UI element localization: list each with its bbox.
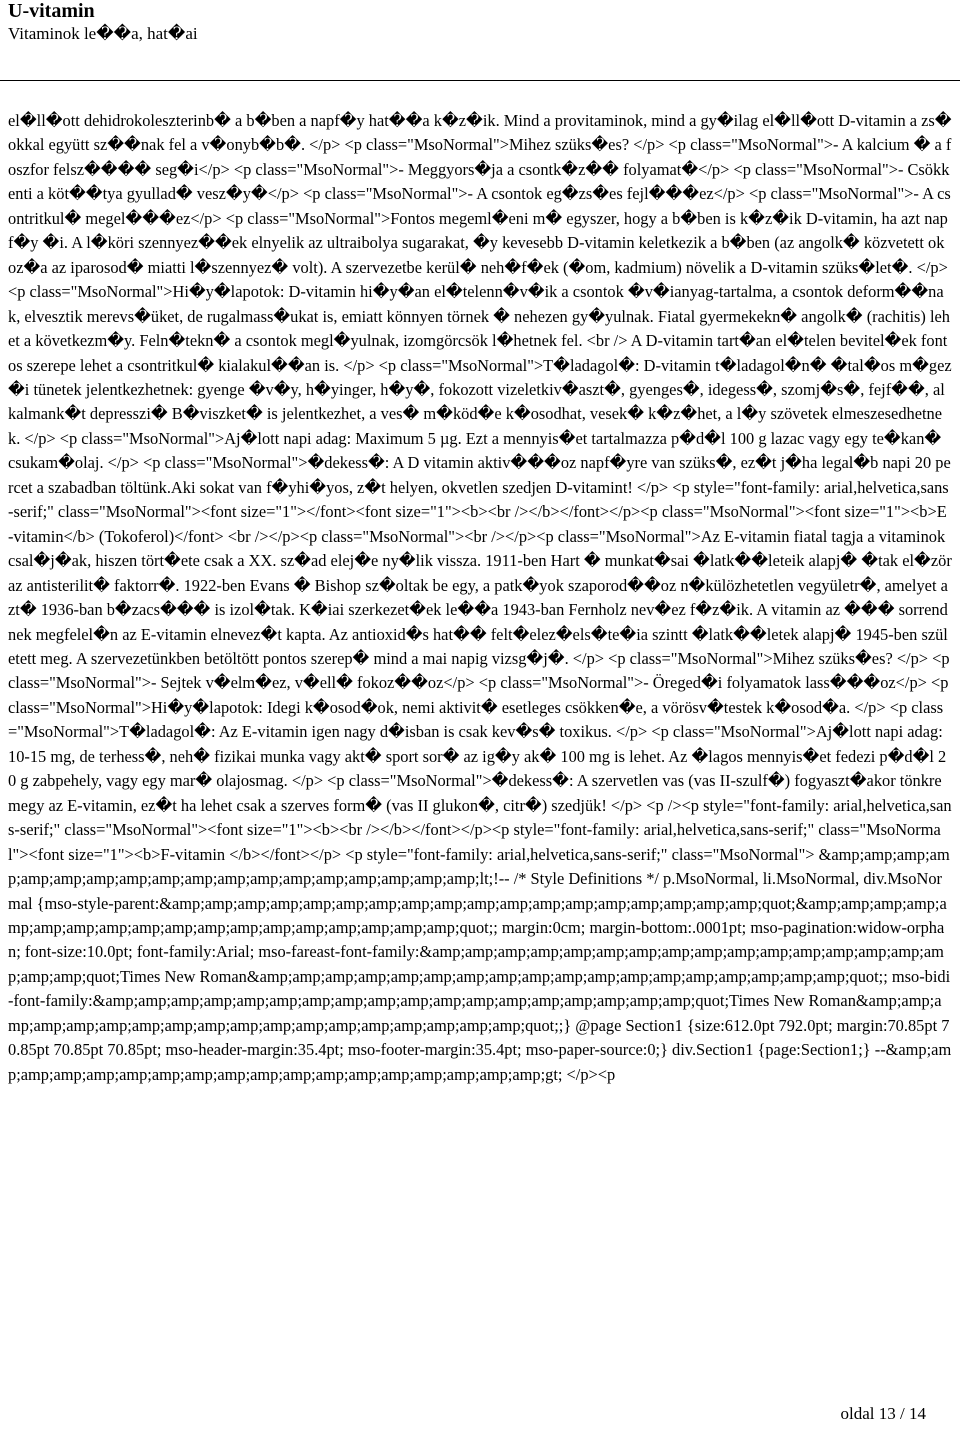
page-number: oldal 13 / 14 <box>840 1404 926 1423</box>
page-title: U-vitamin <box>8 0 95 22</box>
page-subtitle: Vitaminok le��a, hat�ai <box>8 24 198 43</box>
page-header <box>8 0 952 46</box>
body-text: el�ll�ott dehidrokoleszterinb� a b�ben a napf�y hat��a k�z�ik. Mind a provitaminok, mind a gy�ilag el�ll�ott D-vitamin a zs�okkal együtt sz��nak fel a v�onyb�b�. </p> <p class="MsoNormal">Mihez szüks�es? </p> <p class="MsoNormal">- A kalcium � a foszfor felsz���� seg�i</p> <p class="MsoNormal">- Meggyors�ja a csontk�z�� folyamat�</p> <p class="MsoNormal">- Csökkenti a köt��tya gyullad� vesz�y�</p> <p class="MsoNormal">- A csontok eg�zs�es fejl���ez</p> <p class="MsoNormal">- A csontritkul� megel���ez</p> <p class="MsoNormal">Fontos megeml�eni m� egyszer, hogy a b�ben is k�z�ik D-vitamin, ha azt napf�y �i. A l�köri szennyez��ek elnyelik az ultraibolya sugarakat, �y kevesebb D-vitamin keletkezik a b�ben (az angolk� közvetett okoz�a az iparosod� miatti l�szennyez� volt). A szervezetbe kerül� neh�f�ek (�om, kadmium) növelik a D-vitamin szüks�let�. </p> <p class="MsoNormal">Hi�y�lapotok: D-vitamin hi�y�an el�telenn�v�ik a csontok �v�ianyag-tartalma, a csontok deform��nak, elvesztik merevs�üket, de rugalmass�ukat is, emiatt könnyen törnek � nehezen gy�yulnak. Fiatal gyermekekn� angolk� (rachitis) lehet a következm�y. Feln�tekn� a csontok megl�yulnak, izomgörcsök l�hetnek fel. <br /> A D-vitamin tart�an el�telen bevitel�ek fontos szerepe lehet a csontritkul� kialakul��an is. </p> <p class="MsoNormal">T�ladagol�: D-vitamin t�ladagol�n� �tal�os m�gez�i tünetek jelentkezhetnek: gyenge �v�y, h�yinger, h�y�, fokozott vizeletkiv�aszt�, gyenges�, idegess�, szomj�s�, fejf��, alkalmank�t depresszi� B�viszket� is jelentkezhet, a ves� m�köd�e k�osodhat, vesek� k�z�het, a l�y szövetek elmeszesedhetnek. </p> <p class="MsoNormal">Aj�lott napi adag: Maximum 5 µg. Ezt a mennyis�et tartalmazza p�d�l 100 g lazac vagy egy te�kan� csukam�olaj. </p> <p class="MsoNormal">�dekess�: A D vitamin aktiv���oz napf�yre van szüks�, ez�t j�ha legal�b napi 20 percet a szabadban töltünk.Aki sokat van f�yhi�yos, z�t helyen, okvetlen szedjen D-vitamint! </p> <p style="font-family: arial,helvetica,sans-serif;" class="MsoNormal"><font size="1"></font><font size="1"><b><br /></b></font></p><p class="MsoNormal"><font size="1"><b>E-vitamin</b> (Tokoferol)</font> <br /></p><p class="MsoNormal"><br /></p><p class="MsoNormal">Az E-vitamin fiatal tagja a vitaminok csal�j�ak, hiszen tört�ete csak a XX. sz�ad elej�e ny�lik vissza. 1911-ben Hart � munkat�sai �latk��leteik alapj� �tak el�zör az antisterilit� faktorr�. 1922-ben Evans � Bishop sz�oltak be egy, a patk�yok szaporod��oz n�külözhetetlen vegyületr�, amelyet azt� 1936-ban b�zacs��� is izol�tak. K�iai szerkezet�ek le��a 1943-ban Fernholz nev�ez f�z�ik. A vitamin az ��� sorrendnek megfelel�n az E-vitamin elnevez�t kapta. Az antioxid�s hat�� felt�elez�els�te�ia szintt �latk��letek alapj� 1945-ben született meg. A szervezetünkben betöltött pontos szerep� mind a mai napig vizsg�j�. </p> <p class="MsoNormal">Mihez szüks�es? </p> <p class="MsoNormal">- Sejtek v�elm�ez, v�ell� fokoz��oz</p> <p class="MsoNormal">- Öreged�i folyamatok lass���oz</p> <p class="MsoNormal">Hi�y�lapotok: Idegi k�osod�ok, nemi aktivit� esetleges csökken�e, a vörösv�testek k�osod�a. </p> <p class="MsoNormal">T�ladagol�: Az E-vitamin igen nagy d�isban is csak kev�s� toxikus. </p> <p class="MsoNormal">Aj�lott napi adag: 10-15 mg, de terhess�, neh� fizikai munka vagy akt� sport sor� az ig�y ak� 100 mg is lehet. Az �lagos mennyis�et fedezi p�d�l 20 g zabpehely, vagy egy mar� olajosmag. </p> <p class="MsoNormal">�dekess�: A szervetlen vas (vas II-szulf�) fogyaszt�akor tönkremegy az E-vitamin, ez�t ha lehet csak a szerves form� (vas II glukon�, citr�) szedjük! </p> <p /><p style="font-family: arial,helvetica,sans-serif;" class="MsoNormal"><font size="1"><b><br /></b></font></p><p style="font-family: arial,helvetica,sans-serif;" class="MsoNormal"><font size="1"><b>F-vitamin </b></font></p> <p style="font-family: arial,helvetica,sans-serif;" class="MsoNormal"> &amp;amp;amp;amp;amp;amp;amp;amp;amp;amp;amp;amp;amp;amp;amp;amp;amp;amp;lt;!-- /* Style Definitions */ p.MsoNormal, li.MsoNormal, div.MsoNormal {mso-style-parent:&amp;amp;amp;amp;amp;amp;amp;amp;amp;amp;amp;amp;amp;amp;amp;amp;amp;amp;quot;&amp;amp;amp;amp;amp;amp;amp;amp;amp;amp;amp;amp;amp;amp;amp;amp;amp;amp;quot;; margin:0cm; margin-bottom:.0001pt; mso-pagination:widow-orphan; font-size:10.0pt; font-family:Arial; mso-fareast-font-family:&amp;amp;amp;amp;amp;amp;amp;amp;amp;amp;amp;amp;amp;amp;amp;amp;amp;amp;quot;Times New Roman&amp;amp;amp;amp;amp;amp;amp;amp;amp;amp;amp;amp;amp;amp;amp;amp;amp;amp;quot;; mso-bidi-font-family:&amp;amp;amp;amp;amp;amp;amp;amp;amp;amp;amp;amp;amp;amp;amp;amp;amp;amp;quot;Times New Roman&amp;amp;amp;amp;amp;amp;amp;amp;amp;amp;amp;amp;amp;amp;amp;amp;amp;amp;quot;;} @page Section1 {size:612.0pt 792.0pt; margin:70.85pt 70.85pt 70.85pt 70.85pt; mso-header-margin:35.4pt; mso-footer-margin:35.4pt; mso-paper-source:0;} div.Section1 {page:Section1;} --&amp;amp;amp;amp;amp;amp;amp;amp;amp;amp;amp;amp;amp;amp;amp;amp;amp;amp;gt; </p><p <box>8 111 952 1084</box>
header-divider <box>0 80 960 81</box>
